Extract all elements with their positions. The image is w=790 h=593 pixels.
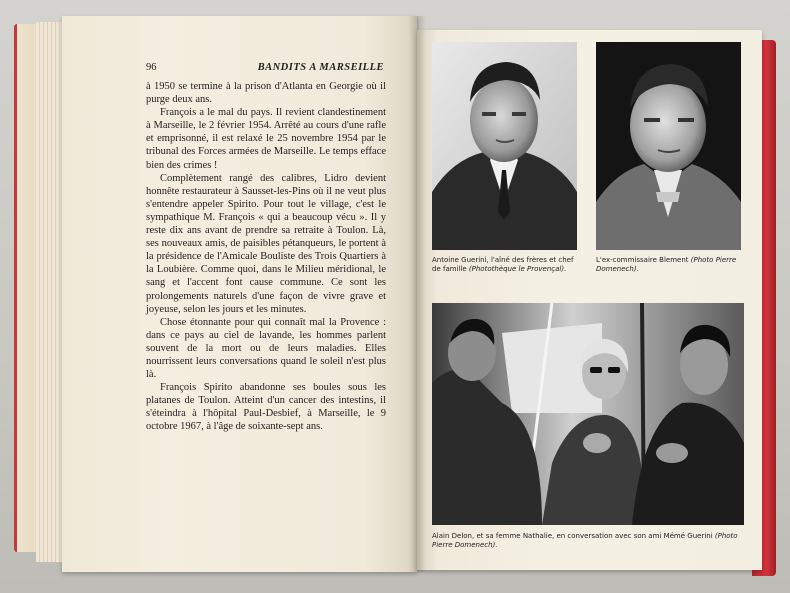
paragraph: à 1950 se termine à la prison d'Atlanta en Georgie où il purge deux ans. [146, 81, 386, 106]
paragraph: Chose étonnante pour qui connaît mal la Provence : dans ce pays au ciel de lavande, les hommes parlent souvent de la mort ou de leurs maladies. Elles nourrissent leurs conversations quand le soleil n'est plus là. [146, 316, 386, 381]
paragraph: Complètement rangé des calibres, Lidro devient honnête restaurateur à Sausset-les-Pins où il ne veut plus s'entendre appeler Spirito. Pour tout le village, c'est le sympathique M. François « qui a beaucoup vécu ». Il y reste dix ans avant de prendre sa retraite à Toulon. Là, ses nouveaux amis, de paisibles pétanqueurs, le portent à la présidence de l'Amicale Bouliste des Trois Quartiers à la Loubière. Comme quoi, dans le Milieu méridional, le sang et l'accent font cause commune. Ce sont les prolongements naturels d'une façon de vivre grave et joyeuse, selon les jours et les minutes. [146, 172, 386, 315]
caption-delon: Alain Delon, et sa femme Nathalie, en conversation avec son ami Mémé Guerini (Photo Pierre Domenech). [432, 532, 738, 549]
photo-commissaire-blement [596, 42, 741, 250]
page-number: 96 [146, 62, 157, 73]
body-text [146, 80, 386, 434]
running-title: BANDITS A MARSEILLE [257, 62, 384, 73]
photo-antoine-guerini [432, 42, 577, 250]
page-header [146, 62, 384, 76]
caption-guerini: Antoine Guerini, l'aîné des frères et chef de famille (Photothèque le Provençal). [432, 256, 574, 273]
paragraph: François Spirito abandonne ses boules sous les platanes de Toulon. Atteint d'un cancer des intestins, il s'éteindra à l'hôpital Paul-Desbief, à Marseille, le 9 octobre 1967, à l'âge de soixante-sept ans. [146, 382, 386, 433]
paragraph: François a le mal du pays. Il revient clandestinement à Marseille, le 2 février 1954. Arrêté au cours d'une rafle et emprisonné, il est relaxé le 25 novembre 1954 par le tribunal des Forces armées de Marseille. Le temps efface bien des crimes ! [146, 107, 386, 171]
caption-blement: L'ex-commissaire Blement (Photo Pierre Domenech). [596, 256, 737, 273]
photo-delon-car [432, 303, 744, 525]
book-gutter [408, 16, 426, 572]
